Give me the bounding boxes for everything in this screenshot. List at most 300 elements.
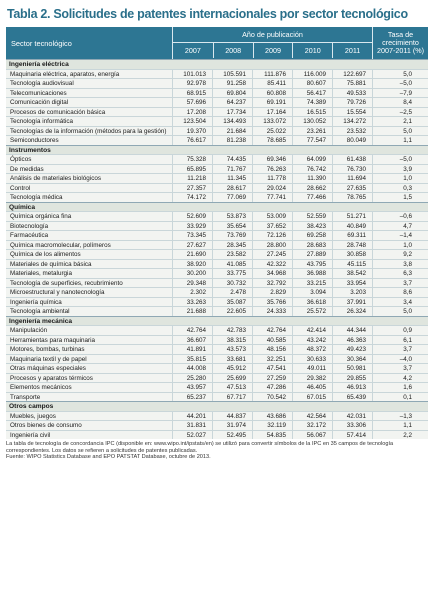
year-value: 36.618 <box>292 298 332 307</box>
year-value: 35.766 <box>252 298 292 307</box>
year-value: 56.067 <box>292 431 332 440</box>
year-value: 2.829 <box>252 288 292 297</box>
table-row <box>6 354 428 364</box>
table-row <box>6 287 428 297</box>
group-header: Ingeniería mecánica <box>6 316 428 326</box>
year-value: 36.988 <box>292 269 332 278</box>
header-year: 2009 <box>253 43 293 58</box>
year-value: 16.515 <box>292 108 332 117</box>
sector-name: Comunicación digital <box>10 99 69 106</box>
year-value: 25.022 <box>252 127 292 136</box>
year-value: 130.052 <box>292 117 332 126</box>
year-value: 74.435 <box>212 155 252 164</box>
year-value: 36.607 <box>172 336 212 345</box>
growth-rate: 2,1 <box>372 117 428 126</box>
year-value: 134.493 <box>212 117 252 126</box>
header-year: 2007 <box>184 46 201 55</box>
year-value: 34.968 <box>252 269 292 278</box>
year-value: 45.912 <box>212 364 252 373</box>
year-value: 11.778 <box>252 174 292 183</box>
sector-name: Materiales, metalurgia <box>10 270 72 277</box>
year-value: 32.792 <box>252 279 292 288</box>
table-row <box>6 135 428 145</box>
sector-name: Química orgánica fina <box>10 213 72 220</box>
year-value: 27.259 <box>252 374 292 383</box>
year-value: 41.891 <box>172 345 212 354</box>
year-value: 11.694 <box>332 174 372 183</box>
year-value: 73.769 <box>212 231 252 240</box>
year-value: 76.730 <box>332 165 372 174</box>
sector-name: Microestructural y nanotecnología <box>10 289 105 296</box>
year-value: 67.015 <box>292 393 332 402</box>
growth-rate: 4,7 <box>372 222 428 231</box>
year-value: 42.783 <box>212 326 252 335</box>
year-value: 23.582 <box>212 250 252 259</box>
sector-name: Elementos mecánicos <box>10 384 72 391</box>
year-value: 25.699 <box>212 374 252 383</box>
year-value: 41.085 <box>212 260 252 269</box>
year-value: 57.414 <box>332 431 372 440</box>
year-value: 80.049 <box>332 136 372 145</box>
year-value: 42.322 <box>252 260 292 269</box>
year-value: 26.324 <box>332 307 372 316</box>
table-row <box>6 373 428 383</box>
sector-name: Tecnología médica <box>10 194 63 201</box>
year-value: 3.203 <box>332 288 372 297</box>
year-value: 25.572 <box>292 307 332 316</box>
year-value: 52.027 <box>172 431 212 440</box>
table-row <box>6 392 428 402</box>
year-value: 49.011 <box>292 364 332 373</box>
table-row <box>6 249 428 259</box>
growth-rate: 1,0 <box>372 174 428 183</box>
patent-table <box>6 27 428 439</box>
year-value: 30.364 <box>332 355 372 364</box>
year-value: 21.688 <box>172 307 212 316</box>
sector-name: Motores, bombas, turbinas <box>10 346 85 353</box>
growth-rate: –5,0 <box>372 79 428 88</box>
growth-rate: 0,1 <box>372 393 428 402</box>
table-row <box>6 78 428 88</box>
year-value: 77.741 <box>252 193 292 202</box>
year-value: 32.172 <box>292 421 332 430</box>
table-row <box>6 344 428 354</box>
year-value: 40.585 <box>252 336 292 345</box>
header-growth-rate: Tasa de crecimiento 2007-2011 (%) <box>372 27 428 59</box>
year-value: 92.978 <box>172 79 212 88</box>
year-value: 52.559 <box>292 212 332 221</box>
year-value: 38.920 <box>172 260 212 269</box>
growth-rate: 0,9 <box>372 326 428 335</box>
year-value: 69.804 <box>212 89 252 98</box>
year-value: 30.732 <box>212 279 252 288</box>
year-value: 28.345 <box>212 241 252 250</box>
year-value: 77.466 <box>292 193 332 202</box>
table-row <box>6 183 428 193</box>
sector-name: Procesos y aparatos térmicos <box>10 374 93 382</box>
year-value: 38.542 <box>332 269 372 278</box>
growth-rate: –7,9 <box>372 89 428 98</box>
growth-rate: 1,1 <box>372 136 428 145</box>
year-value: 44.344 <box>332 326 372 335</box>
year-value: 42.414 <box>292 326 332 335</box>
year-value: 17.734 <box>212 108 252 117</box>
year-value: 44.008 <box>172 364 212 373</box>
year-value: 33.215 <box>292 279 332 288</box>
year-value: 48.372 <box>292 345 332 354</box>
year-value: 42.764 <box>172 326 212 335</box>
sector-name: Química macromolecular, polímeros <box>10 241 111 249</box>
year-value: 81.238 <box>212 136 252 145</box>
year-value: 21.690 <box>172 250 212 259</box>
table-row <box>6 107 428 117</box>
year-value: 43.795 <box>292 260 332 269</box>
header-year-group: Año de publicación <box>173 27 372 43</box>
sector-name: Control <box>10 184 31 192</box>
table-row <box>6 230 428 240</box>
year-value: 32.251 <box>252 355 292 364</box>
table-row <box>6 240 428 250</box>
year-value: 29.348 <box>172 279 212 288</box>
year-value: 80.607 <box>292 79 332 88</box>
year-value: 53.873 <box>212 212 252 221</box>
source-text: Fuente: WIPO Statistics Database and EPO PATSTAT Database, octubre de 2013. <box>6 454 211 461</box>
year-value: 11.218 <box>172 174 212 183</box>
year-value: 76.617 <box>172 136 212 145</box>
table-row <box>6 297 428 307</box>
sector-name: Ópticos <box>10 156 32 163</box>
year-value: 33.681 <box>212 355 252 364</box>
year-value: 111.876 <box>252 70 292 79</box>
year-value: 42.031 <box>332 412 372 421</box>
sector-name: Semiconductores <box>10 137 59 144</box>
table-row <box>6 154 428 164</box>
growth-rate: –4,0 <box>372 355 428 364</box>
year-value: 56.417 <box>292 89 332 98</box>
growth-rate: 3,7 <box>372 279 428 288</box>
sector-name: Telecomunicaciones <box>10 89 67 97</box>
year-value: 38.423 <box>292 222 332 231</box>
year-value: 75.328 <box>172 155 212 164</box>
table-row <box>6 164 428 174</box>
year-value: 74.389 <box>292 98 332 107</box>
year-value: 69.191 <box>252 98 292 107</box>
growth-rate: 8,4 <box>372 98 428 107</box>
header-year: 2011 <box>332 43 372 58</box>
year-value: 11.390 <box>292 174 332 183</box>
table-header <box>6 27 428 59</box>
year-value: 25.280 <box>172 374 212 383</box>
growth-rate: 1,0 <box>372 241 428 250</box>
sector-name: Otros bienes de consumo <box>10 422 82 429</box>
growth-rate: 4,2 <box>372 374 428 383</box>
table-row <box>6 363 428 373</box>
year-value: 76.742 <box>292 165 332 174</box>
footnotes <box>6 441 428 461</box>
growth-rate: 5,0 <box>372 70 428 79</box>
year-value: 101.013 <box>172 70 212 79</box>
year-value: 65.439 <box>332 393 372 402</box>
year-value: 29.855 <box>332 374 372 383</box>
year-value: 15.554 <box>332 108 372 117</box>
year-value: 123.504 <box>172 117 212 126</box>
year-value: 64.099 <box>292 155 332 164</box>
year-value: 74.172 <box>172 193 212 202</box>
table-row <box>6 430 428 440</box>
growth-rate: 1,1 <box>372 421 428 430</box>
growth-rate: 3,4 <box>372 298 428 307</box>
year-value: 17.164 <box>252 108 292 117</box>
year-value: 46.405 <box>292 383 332 392</box>
growth-rate: 9,2 <box>372 250 428 259</box>
table-row <box>6 221 428 231</box>
sector-name: Otras máquinas especiales <box>10 365 86 372</box>
sector-name: Farmacéutica <box>10 232 49 239</box>
year-value: 33.929 <box>172 222 212 231</box>
table-row <box>6 192 428 202</box>
growth-rate: 3,8 <box>372 260 428 269</box>
year-value: 37.652 <box>252 222 292 231</box>
table-row <box>6 69 428 79</box>
group-header: Ingeniería eléctrica <box>6 59 428 69</box>
year-value: 47.286 <box>252 383 292 392</box>
year-value: 27.357 <box>172 184 212 193</box>
table-row <box>6 88 428 98</box>
year-value: 122.697 <box>332 70 372 79</box>
table-row <box>6 411 428 421</box>
growth-rate: 6,1 <box>372 336 428 345</box>
year-value: 68.915 <box>172 89 212 98</box>
year-value: 42.764 <box>252 326 292 335</box>
sector-name: Tecnología de superficies, recubrimiento <box>10 279 123 287</box>
year-value: 33.954 <box>332 279 372 288</box>
year-value: 33.306 <box>332 421 372 430</box>
year-value: 43.242 <box>292 336 332 345</box>
table-row <box>6 325 428 335</box>
header-years <box>172 27 372 59</box>
table-row <box>6 173 428 183</box>
year-value: 134.272 <box>332 117 372 126</box>
year-value: 43.957 <box>172 383 212 392</box>
year-value: 21.684 <box>212 127 252 136</box>
year-value: 38.315 <box>212 336 252 345</box>
year-value: 22.605 <box>212 307 252 316</box>
year-value: 35.087 <box>212 298 252 307</box>
year-value: 44.201 <box>172 412 212 421</box>
sector-name: Herramientas para maquinaria <box>10 336 96 344</box>
sector-name: Procesos de comunicación básica <box>10 108 106 116</box>
year-value: 17.208 <box>172 108 212 117</box>
header-sector: Sector tecnológico <box>11 38 72 48</box>
growth-rate: 3,9 <box>372 165 428 174</box>
year-value: 51.271 <box>332 212 372 221</box>
table-row <box>6 335 428 345</box>
growth-rate: 3,7 <box>372 345 428 354</box>
table-row <box>6 420 428 430</box>
header-year: 2008 <box>213 43 253 58</box>
sector-name: Maquinaria textil y de papel <box>10 355 87 363</box>
year-value: 47.541 <box>252 364 292 373</box>
year-value: 105.591 <box>212 70 252 79</box>
growth-rate: –1,3 <box>372 412 428 421</box>
growth-rate: 1,5 <box>372 193 428 202</box>
year-value: 23.261 <box>292 127 332 136</box>
growth-rate: 5,0 <box>372 307 428 316</box>
year-value: 45.115 <box>332 260 372 269</box>
table-title: Tabla 2. Solicitudes de patentes internacionales por sector tecnológico <box>7 7 408 21</box>
year-value: 73.345 <box>172 231 212 240</box>
year-value: 61.438 <box>332 155 372 164</box>
year-value: 69.346 <box>252 155 292 164</box>
year-value: 70.542 <box>252 393 292 402</box>
year-value: 65.237 <box>172 393 212 402</box>
year-value: 76.263 <box>252 165 292 174</box>
year-value: 2.478 <box>212 288 252 297</box>
year-value: 64.237 <box>212 98 252 107</box>
year-value: 29.382 <box>292 374 332 383</box>
group-header: Instrumentos <box>6 145 428 155</box>
year-value: 29.024 <box>252 184 292 193</box>
table-body <box>6 59 428 439</box>
year-value: 28.748 <box>332 241 372 250</box>
year-value: 91.258 <box>212 79 252 88</box>
year-value: 24.333 <box>252 307 292 316</box>
year-value: 35.654 <box>212 222 252 231</box>
table-row <box>6 268 428 278</box>
year-value: 37.991 <box>332 298 372 307</box>
year-value: 28.800 <box>252 241 292 250</box>
growth-rate: 8,6 <box>372 288 428 297</box>
growth-rate: –1,4 <box>372 231 428 240</box>
year-value: 85.411 <box>252 79 292 88</box>
year-value: 11.345 <box>212 174 252 183</box>
sector-name: Tecnología audiovisual <box>10 80 74 87</box>
sector-name: Transporte <box>10 393 41 401</box>
year-value: 33.775 <box>212 269 252 278</box>
year-value: 43.573 <box>212 345 252 354</box>
year-value: 67.717 <box>212 393 252 402</box>
header-year: 2010 <box>292 43 332 58</box>
year-value: 48.156 <box>252 345 292 354</box>
sector-name: Biotecnología <box>10 222 49 230</box>
year-value: 50.981 <box>332 364 372 373</box>
table-row <box>6 126 428 136</box>
year-value: 3.094 <box>292 288 332 297</box>
year-value: 71.767 <box>212 165 252 174</box>
year-value: 35.815 <box>172 355 212 364</box>
table-row <box>6 116 428 126</box>
growth-rate: 3,7 <box>372 364 428 373</box>
year-value: 69.258 <box>292 231 332 240</box>
year-value: 28.662 <box>292 184 332 193</box>
year-value: 2.302 <box>172 288 212 297</box>
growth-rate: 1,6 <box>372 383 428 392</box>
header-year-row <box>173 43 372 58</box>
group-header: Otros campos <box>6 401 428 411</box>
year-value: 40.849 <box>332 222 372 231</box>
year-value: 30.858 <box>332 250 372 259</box>
year-value: 31.831 <box>172 421 212 430</box>
year-value: 23.532 <box>332 127 372 136</box>
year-value: 46.913 <box>332 383 372 392</box>
year-value: 31.974 <box>212 421 252 430</box>
table-row <box>6 306 428 316</box>
year-value: 75.881 <box>332 79 372 88</box>
table-row <box>6 382 428 392</box>
year-value: 60.808 <box>252 89 292 98</box>
year-value: 57.696 <box>172 98 212 107</box>
year-value: 69.311 <box>332 231 372 240</box>
growth-rate: 6,3 <box>372 269 428 278</box>
sector-name: Muebles, juegos <box>10 412 56 420</box>
year-value: 78.765 <box>332 193 372 202</box>
sector-name: Tecnologías de la información (métodos para la gestión) <box>10 127 167 135</box>
table-row <box>6 97 428 107</box>
year-value: 49.533 <box>332 89 372 98</box>
sector-name: Química de los alimentos <box>10 251 81 258</box>
growth-rate: 5,0 <box>372 127 428 136</box>
sector-name: Tecnología informática <box>10 118 74 125</box>
sector-name: Maquinaria eléctrica, aparatos, energía <box>10 70 120 78</box>
table-row <box>6 278 428 288</box>
sector-name: Ingeniería química <box>10 298 62 306</box>
sector-name: Ingeniería civil <box>10 431 51 439</box>
table-row <box>6 211 428 221</box>
year-value: 46.363 <box>332 336 372 345</box>
sector-name: Materiales de química básica <box>10 260 92 268</box>
footnote-text: La tabla de tecnología de concordancia IPC (disponible en: www.wipo.int/ipstats/en) se utilizó para convertir símbolos de la IPC en 35 campos de tecnología correspondientes. Los datos se refieren a solicitudes de patentes publicadas. <box>6 441 394 454</box>
year-value: 65.895 <box>172 165 212 174</box>
growth-rate: 2,2 <box>372 431 428 440</box>
year-value: 30.633 <box>292 355 332 364</box>
growth-rate: –5,0 <box>372 155 428 164</box>
year-value: 72.126 <box>252 231 292 240</box>
year-value: 27.245 <box>252 250 292 259</box>
year-value: 28.683 <box>292 241 332 250</box>
year-value: 52.495 <box>212 431 252 440</box>
year-value: 27.889 <box>292 250 332 259</box>
year-value: 27.627 <box>172 241 212 250</box>
year-value: 30.200 <box>172 269 212 278</box>
sector-name: Manipulación <box>10 327 48 334</box>
year-value: 43.686 <box>252 412 292 421</box>
year-value: 133.072 <box>252 117 292 126</box>
growth-rate: –0,6 <box>372 212 428 221</box>
growth-rate: –2,5 <box>372 108 428 117</box>
year-value: 49.423 <box>332 345 372 354</box>
year-value: 19.370 <box>172 127 212 136</box>
year-value: 44.837 <box>212 412 252 421</box>
year-value: 78.685 <box>252 136 292 145</box>
year-value: 77.547 <box>292 136 332 145</box>
year-value: 27.635 <box>332 184 372 193</box>
sector-name: Análisis de materiales biológicos <box>10 175 102 182</box>
year-value: 54.835 <box>252 431 292 440</box>
sector-name: De medidas <box>10 165 44 173</box>
year-value: 116.009 <box>292 70 332 79</box>
year-value: 53.009 <box>252 212 292 221</box>
year-value: 42.564 <box>292 412 332 421</box>
year-value: 47.513 <box>212 383 252 392</box>
year-value: 77.069 <box>212 193 252 202</box>
year-value: 28.617 <box>212 184 252 193</box>
year-value: 33.263 <box>172 298 212 307</box>
growth-rate: 0,3 <box>372 184 428 193</box>
sector-name: Tecnología ambiental <box>10 308 70 315</box>
table-row <box>6 259 428 269</box>
year-value: 52.609 <box>172 212 212 221</box>
group-header: Química <box>6 202 428 212</box>
